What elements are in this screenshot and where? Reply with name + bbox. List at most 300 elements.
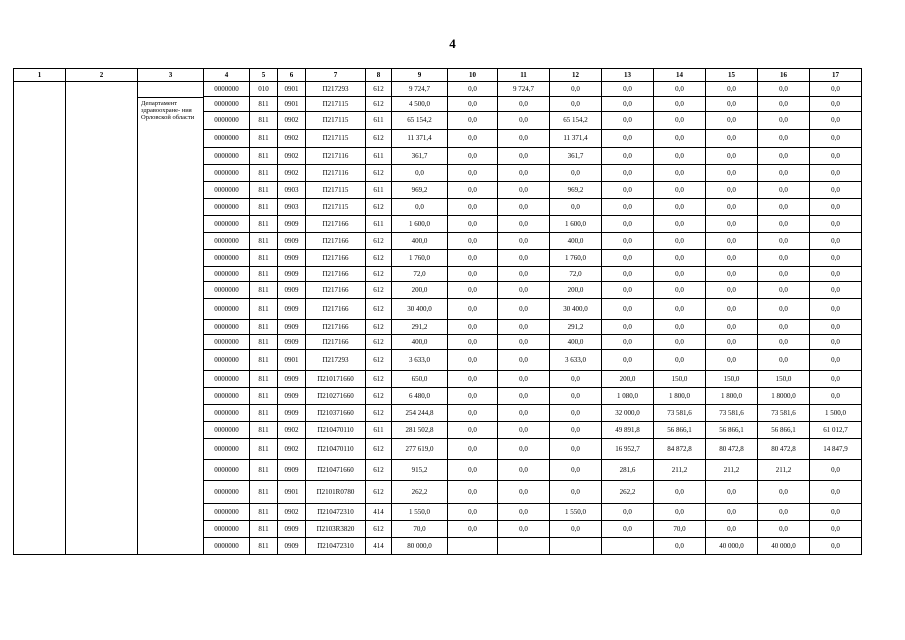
column-header: 12	[550, 69, 602, 82]
table-cell: 0000000	[204, 335, 250, 350]
table-cell: 0,0	[498, 350, 550, 371]
table-cell: 0902	[278, 504, 306, 521]
table-cell: 0,0	[758, 130, 810, 148]
table-cell: 611	[366, 182, 392, 199]
table-cell: 0,0	[448, 350, 498, 371]
table-cell: 0,0	[758, 182, 810, 199]
table-cell: П210470110	[306, 422, 366, 439]
table-cell: 0,0	[654, 282, 706, 299]
table-cell: 0,0	[654, 267, 706, 282]
table-cell: 400,0	[550, 335, 602, 350]
table-cell: 361,7	[392, 148, 448, 165]
column-header: 11	[498, 69, 550, 82]
table-cell: 0,0	[654, 82, 706, 97]
table-cell: П2103R3820	[306, 521, 366, 538]
table-cell: 0,0	[654, 504, 706, 521]
table-cell: 0909	[278, 282, 306, 299]
table-cell: 0,0	[498, 250, 550, 267]
table-cell: 0,0	[654, 216, 706, 233]
table-cell	[498, 538, 550, 555]
table-cell: 0,0	[448, 521, 498, 538]
table-cell: 0000000	[204, 504, 250, 521]
table-cell: 0,0	[706, 350, 758, 371]
table-cell: 400,0	[550, 233, 602, 250]
table-cell: 0909	[278, 388, 306, 405]
table-cell: 0,0	[758, 282, 810, 299]
column-header: 2	[66, 69, 138, 82]
table-cell: 4 500,0	[392, 97, 448, 112]
table-cell: 291,2	[550, 320, 602, 335]
table-cell: 0,0	[706, 199, 758, 216]
column-header: 3	[138, 69, 204, 82]
table-cell: 0,0	[498, 165, 550, 182]
table-cell: 0,0	[550, 82, 602, 97]
table-cell: П217115	[306, 182, 366, 199]
table-cell: 811	[250, 216, 278, 233]
table-cell: 0,0	[448, 250, 498, 267]
table-cell: 56 866,1	[758, 422, 810, 439]
table-cell: 0,0	[602, 299, 654, 320]
table-cell: 0,0	[550, 97, 602, 112]
table-cell: 16 952,7	[602, 439, 654, 460]
table-cell: 254 244,8	[392, 405, 448, 422]
table-cell: 0,0	[654, 320, 706, 335]
table-cell: 612	[366, 233, 392, 250]
table-cell: 811	[250, 182, 278, 199]
table-cell: 611	[366, 112, 392, 130]
table-cell: 150,0	[706, 371, 758, 388]
table-cell: 612	[366, 460, 392, 481]
table-cell: 73 581,6	[654, 405, 706, 422]
table-cell: 0000000	[204, 371, 250, 388]
table-cell: 0909	[278, 320, 306, 335]
table-cell: 0,0	[602, 335, 654, 350]
table-cell: 0,0	[810, 388, 862, 405]
table-cell: 0,0	[654, 350, 706, 371]
table-cell: 811	[250, 460, 278, 481]
table-cell: 0,0	[758, 250, 810, 267]
table-cell: 0,0	[706, 521, 758, 538]
table-cell: 0,0	[602, 130, 654, 148]
table-cell: 0,0	[498, 267, 550, 282]
table-cell: 0,0	[706, 130, 758, 148]
table-cell: 811	[250, 97, 278, 112]
table-cell: 1 760,0	[392, 250, 448, 267]
table-cell: 0,0	[810, 97, 862, 112]
table-cell: 612	[366, 165, 392, 182]
table-cell: 0000000	[204, 481, 250, 504]
table-cell: 0,0	[654, 130, 706, 148]
column-header: 5	[250, 69, 278, 82]
table-cell: 0,0	[758, 148, 810, 165]
table-cell: П210471660	[306, 460, 366, 481]
table-cell: 0,0	[448, 112, 498, 130]
table-cell: П210472310	[306, 538, 366, 555]
table-cell: 0,0	[810, 216, 862, 233]
table-cell: 0,0	[498, 112, 550, 130]
table-cell: 61 012,7	[810, 422, 862, 439]
table-cell: 281 502,8	[392, 422, 448, 439]
table-cell: 0,0	[654, 199, 706, 216]
table-cell: П217166	[306, 216, 366, 233]
table-cell: 0,0	[758, 82, 810, 97]
table-cell: 0,0	[550, 422, 602, 439]
table-cell: 0,0	[498, 320, 550, 335]
table-cell: 0000000	[204, 439, 250, 460]
table-cell: 612	[366, 481, 392, 504]
table-cell: 811	[250, 504, 278, 521]
table-cell: 612	[366, 282, 392, 299]
table-cell: 0000000	[204, 299, 250, 320]
table-cell: 612	[366, 97, 392, 112]
table-cell: 0,0	[602, 182, 654, 199]
table-cell: 0,0	[810, 182, 862, 199]
table-cell: 811	[250, 130, 278, 148]
table-cell: П217115	[306, 199, 366, 216]
table-cell: 0902	[278, 130, 306, 148]
table-cell: 0,0	[706, 504, 758, 521]
table-cell: 1 080,0	[602, 388, 654, 405]
table-cell: 0,0	[810, 148, 862, 165]
table-cell: 6 480,0	[392, 388, 448, 405]
table-cell: 0,0	[550, 481, 602, 504]
table-cell: 0,0	[654, 112, 706, 130]
table-cell: 612	[366, 388, 392, 405]
table-cell: 0909	[278, 460, 306, 481]
table-cell: 0,0	[550, 460, 602, 481]
table-cell: 0,0	[448, 199, 498, 216]
table-cell: П217166	[306, 320, 366, 335]
table-cell: 611	[366, 422, 392, 439]
table-cell: 0000000	[204, 112, 250, 130]
table-cell: 0909	[278, 267, 306, 282]
table-cell: 811	[250, 267, 278, 282]
table-cell: 0,0	[706, 148, 758, 165]
table-cell: 0,0	[448, 267, 498, 282]
table-cell: 9 724,7	[392, 82, 448, 97]
table-cell: 811	[250, 199, 278, 216]
table-cell: 0901	[278, 82, 306, 97]
table-cell: 0,0	[448, 282, 498, 299]
table-cell: 915,2	[392, 460, 448, 481]
table-cell: 9 724,7	[498, 82, 550, 97]
table-cell: 72,0	[550, 267, 602, 282]
table-cell: 1 550,0	[550, 504, 602, 521]
table-cell: 0000000	[204, 130, 250, 148]
table-cell: 0,0	[498, 439, 550, 460]
table-cell: 3 633,0	[550, 350, 602, 371]
table-cell: 0,0	[550, 165, 602, 182]
table-cell	[550, 538, 602, 555]
table-cell: 612	[366, 130, 392, 148]
table-cell: 0000000	[204, 233, 250, 250]
table-cell: 0,0	[602, 282, 654, 299]
table-cell: 0,0	[758, 216, 810, 233]
table-cell: 010	[250, 82, 278, 97]
table-cell: 0909	[278, 250, 306, 267]
table-cell: 0,0	[654, 182, 706, 199]
table-cell: 0,0	[550, 405, 602, 422]
column-header: 17	[810, 69, 862, 82]
table-cell: 0,0	[448, 165, 498, 182]
col-3-merged-cell	[138, 82, 204, 555]
table-cell: 0902	[278, 148, 306, 165]
table-cell: 0,0	[758, 521, 810, 538]
table-cell: П217115	[306, 112, 366, 130]
table-cell: 0,0	[706, 82, 758, 97]
table-cell: 612	[366, 299, 392, 320]
table-cell: 0,0	[448, 335, 498, 350]
table-cell: 0,0	[706, 335, 758, 350]
table-cell: 0000000	[204, 199, 250, 216]
table-cell: 0,0	[448, 130, 498, 148]
table-row	[14, 82, 862, 97]
table-cell: 0,0	[448, 460, 498, 481]
table-cell: 0,0	[448, 405, 498, 422]
table-cell: 0,0	[706, 97, 758, 112]
table-cell: 0,0	[602, 320, 654, 335]
table-cell: 0909	[278, 335, 306, 350]
table-cell: 0,0	[448, 233, 498, 250]
table-cell: 0000000	[204, 282, 250, 299]
column-header: 4	[204, 69, 250, 82]
table-cell: П217166	[306, 335, 366, 350]
table-cell: 0,0	[448, 371, 498, 388]
table-cell: 0,0	[448, 481, 498, 504]
table-cell: 56 866,1	[654, 422, 706, 439]
table-cell: 0,0	[448, 97, 498, 112]
table-cell: 0,0	[810, 350, 862, 371]
table-cell: 40 000,0	[706, 538, 758, 555]
table-cell: 0,0	[550, 371, 602, 388]
table-cell: П210271660	[306, 388, 366, 405]
table-cell: 0,0	[602, 112, 654, 130]
table-cell: 291,2	[392, 320, 448, 335]
table-cell: 0,0	[758, 299, 810, 320]
table-cell: 0909	[278, 405, 306, 422]
column-header: 10	[448, 69, 498, 82]
table-cell: 811	[250, 388, 278, 405]
table-cell: П217166	[306, 282, 366, 299]
table-cell: 0,0	[602, 250, 654, 267]
table-cell: 0,0	[810, 233, 862, 250]
table-cell: 811	[250, 481, 278, 504]
table-cell: 211,2	[758, 460, 810, 481]
table-cell: 0,0	[498, 216, 550, 233]
table-cell: П210470110	[306, 439, 366, 460]
table-cell: 0,0	[654, 335, 706, 350]
table-cell: 811	[250, 538, 278, 555]
table-cell: 612	[366, 439, 392, 460]
table-cell: 0000000	[204, 165, 250, 182]
table-cell: 969,2	[392, 182, 448, 199]
col-1-merged-cell	[14, 82, 66, 555]
table-cell: 0,0	[654, 148, 706, 165]
table-cell: 49 891,8	[602, 422, 654, 439]
table-cell: 0,0	[392, 165, 448, 182]
column-header: 7	[306, 69, 366, 82]
table-cell: 262,2	[392, 481, 448, 504]
table-cell: 0,0	[498, 97, 550, 112]
table-cell: 0000000	[204, 422, 250, 439]
table-cell: 0,0	[654, 97, 706, 112]
column-header: 14	[654, 69, 706, 82]
table-cell: 0,0	[706, 233, 758, 250]
table-cell: 0,0	[498, 388, 550, 405]
table-cell: 200,0	[550, 282, 602, 299]
table-cell: 0000000	[204, 82, 250, 97]
table-cell: 612	[366, 199, 392, 216]
table-cell: П217293	[306, 82, 366, 97]
table-cell: 32 000,0	[602, 405, 654, 422]
table-cell	[448, 538, 498, 555]
table-cell: 1 8000,0	[758, 388, 810, 405]
table-cell: 70,0	[392, 521, 448, 538]
table-cell: 0,0	[550, 388, 602, 405]
table-cell: 400,0	[392, 335, 448, 350]
table-cell: 1 800,0	[706, 388, 758, 405]
table-cell: 40 000,0	[758, 538, 810, 555]
table-cell: 0,0	[810, 267, 862, 282]
budget-table	[13, 68, 862, 555]
table-cell: 0000000	[204, 405, 250, 422]
table-cell: 0,0	[654, 250, 706, 267]
table-cell: 70,0	[654, 521, 706, 538]
table-cell: 0,0	[706, 250, 758, 267]
table-cell: 0,0	[498, 130, 550, 148]
table-cell: 0,0	[810, 335, 862, 350]
table-cell: 0909	[278, 216, 306, 233]
table-cell: 80 000,0	[392, 538, 448, 555]
table-cell: 0,0	[498, 504, 550, 521]
table-cell: 0901	[278, 481, 306, 504]
table-cell: 811	[250, 350, 278, 371]
table-cell: 277 619,0	[392, 439, 448, 460]
table-cell: 1 500,0	[810, 405, 862, 422]
table-cell: 80 472,8	[758, 439, 810, 460]
table-cell: 0,0	[602, 350, 654, 371]
table-cell: 0,0	[810, 504, 862, 521]
table-cell: 0,0	[602, 165, 654, 182]
table-cell: 0,0	[758, 350, 810, 371]
table-cell: 0,0	[448, 299, 498, 320]
table-cell: 0000000	[204, 538, 250, 555]
table-cell: 811	[250, 439, 278, 460]
table-cell: 0,0	[550, 439, 602, 460]
table-cell: 0,0	[706, 267, 758, 282]
table-cell: 0,0	[758, 112, 810, 130]
table-cell: 0,0	[602, 267, 654, 282]
column-header: 15	[706, 69, 758, 82]
table-cell: 84 872,8	[654, 439, 706, 460]
table-cell: 0000000	[204, 460, 250, 481]
table-cell: 612	[366, 405, 392, 422]
table-cell: 150,0	[654, 371, 706, 388]
table-cell: 0,0	[758, 97, 810, 112]
table-cell: 0000000	[204, 521, 250, 538]
table-cell: 0909	[278, 233, 306, 250]
table-cell: 0000000	[204, 250, 250, 267]
table-cell: 0901	[278, 350, 306, 371]
table-cell: 0,0	[810, 371, 862, 388]
table-cell: 0000000	[204, 97, 250, 112]
table-cell: 200,0	[602, 371, 654, 388]
table-cell: 0,0	[448, 504, 498, 521]
table-cell: 0,0	[392, 199, 448, 216]
table-cell: 73 581,6	[758, 405, 810, 422]
table-cell: 0,0	[602, 216, 654, 233]
table-cell: 811	[250, 405, 278, 422]
table-cell	[602, 538, 654, 555]
table-cell: 0,0	[448, 182, 498, 199]
table-cell: 262,2	[602, 481, 654, 504]
table-cell: 0,0	[498, 405, 550, 422]
table-cell: 0,0	[758, 481, 810, 504]
table-cell: 0,0	[706, 481, 758, 504]
table-cell: 0,0	[448, 439, 498, 460]
table-cell: 0,0	[810, 481, 862, 504]
table-cell: 65 154,2	[392, 112, 448, 130]
table-cell: 0,0	[654, 299, 706, 320]
header-row	[14, 69, 862, 82]
column-header: 9	[392, 69, 448, 82]
table-cell: 0,0	[810, 521, 862, 538]
table-cell: 612	[366, 350, 392, 371]
table-cell: 0,0	[654, 165, 706, 182]
table-cell: П217115	[306, 97, 366, 112]
table-cell: 0903	[278, 182, 306, 199]
table-cell: 281,6	[602, 460, 654, 481]
table-cell: П2101R0780	[306, 481, 366, 504]
table-cell: 0,0	[810, 320, 862, 335]
table-cell: 1 760,0	[550, 250, 602, 267]
table-cell: 0,0	[706, 299, 758, 320]
table-cell: 0,0	[602, 233, 654, 250]
table-cell: 612	[366, 371, 392, 388]
table-cell: 0,0	[706, 282, 758, 299]
table-cell: 0000000	[204, 267, 250, 282]
table-cell: 0,0	[498, 481, 550, 504]
table-cell: 611	[366, 216, 392, 233]
table-cell: 0902	[278, 112, 306, 130]
table-cell: 1 600,0	[550, 216, 602, 233]
table-cell: 0909	[278, 299, 306, 320]
table-cell: 0,0	[550, 199, 602, 216]
table-cell: 0,0	[810, 82, 862, 97]
table-cell: 811	[250, 233, 278, 250]
table-cell: П217116	[306, 165, 366, 182]
table-cell: 0,0	[448, 82, 498, 97]
table-cell: 0,0	[602, 199, 654, 216]
table-cell: П217293	[306, 350, 366, 371]
table-cell: 0902	[278, 439, 306, 460]
table-cell: 0,0	[706, 320, 758, 335]
table-cell: П210472310	[306, 504, 366, 521]
table-cell: 0,0	[498, 182, 550, 199]
table-cell: П210171660	[306, 371, 366, 388]
table-cell: 0,0	[654, 538, 706, 555]
table-cell: 1 600,0	[392, 216, 448, 233]
table-cell: 211,2	[706, 460, 758, 481]
table-cell: 612	[366, 521, 392, 538]
table-cell: 611	[366, 148, 392, 165]
table-cell: 1 550,0	[392, 504, 448, 521]
table-cell: П217166	[306, 267, 366, 282]
table-cell: 73 581,6	[706, 405, 758, 422]
table-cell: 0903	[278, 199, 306, 216]
table-cell: 0,0	[602, 97, 654, 112]
table-cell: 612	[366, 82, 392, 97]
